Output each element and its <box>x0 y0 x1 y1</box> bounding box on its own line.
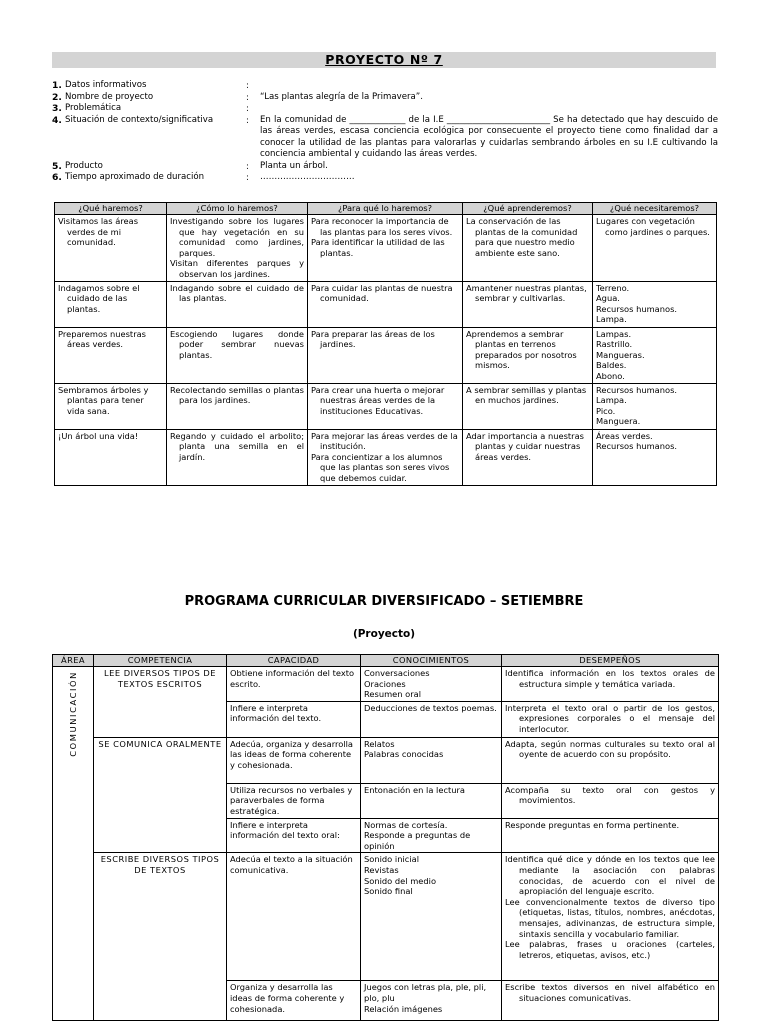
info-value: …………………………… <box>260 172 355 182</box>
bullet-item: Manguera. <box>596 416 641 427</box>
bullet-list <box>311 329 459 350</box>
bullet-item: Mangueras. <box>596 349 645 360</box>
info-value: En la comunidad de _____________ de la I.E ________________________ Se ha detectado que hay descuido de las áreas verdes, escasa conciencia ecológica por consecuente el proyecto tiene como finalidad dar a conocer la utilidad de las plantas para valorarlas y cuidarlas sembrando árboles en su I.E cultivando la conciencia ambiental y cuidando las áreas verdes. <box>260 114 718 159</box>
curriculum-header-cell: COMPETENCIA <box>94 655 227 667</box>
planning-cell <box>55 327 167 383</box>
bullet-item: Visitamos las áreas verdes de mi comunidad. <box>58 216 139 248</box>
planning-cell <box>593 281 717 327</box>
bullet-list <box>311 431 459 484</box>
curriculum-header-cell: ÁREA <box>53 655 94 667</box>
capacidad-cell: Organiza y desarrolla las ideas de forma coherente y cohesionada. <box>227 981 361 1021</box>
planning-row <box>55 281 717 327</box>
bullet-list <box>311 385 459 417</box>
desempeno-item: Responde preguntas en forma pertinente. <box>505 819 680 830</box>
program-subtitle: (Proyecto) <box>352 628 416 640</box>
bullet-item: Aprendemos a sembrar plantas en terrenos preparados por nosotros mismos. <box>466 328 577 371</box>
bullet-list <box>466 385 589 406</box>
bullet-item: Sembramos árboles y plantas para tener vida sana. <box>58 384 149 416</box>
conocimientos-cell <box>361 853 502 981</box>
info-colon: : <box>246 114 249 125</box>
conocimiento-item: Palabras conocidas <box>364 749 444 760</box>
bullet-list <box>596 431 713 452</box>
bullet-item: Baldes. <box>596 360 627 371</box>
bullet-item: Recursos humanos. <box>596 384 678 395</box>
desempeno-item: Identifica información en los textos orales de estructura simple y temática variada. <box>505 668 715 689</box>
planning-row <box>55 327 717 383</box>
info-number: 1. <box>52 80 62 91</box>
planning-header-cell: ¿Qué aprenderemos? <box>463 203 593 215</box>
conocimiento-item: Sonido inicial <box>364 854 420 865</box>
planning-cell <box>167 281 308 327</box>
planning-row <box>55 383 717 429</box>
desempenos-list <box>505 785 715 806</box>
capacidad-cell: Obtiene información del texto escrito. <box>227 667 361 702</box>
info-row <box>52 103 718 115</box>
bullet-list <box>466 216 589 258</box>
desempenos-cell <box>502 853 719 981</box>
bullet-item: Escogiendo lugares donde poder sembrar nuevas plantas. <box>170 328 304 360</box>
desempeno-item: Acompaña su texto oral con gestos y movimientos. <box>505 784 715 806</box>
curriculum-row <box>53 853 719 981</box>
bullet-item: Terreno. <box>596 282 630 293</box>
desempenos-list <box>505 703 715 735</box>
info-label: Nombre de proyecto <box>65 91 154 102</box>
bullet-item: Lampas. <box>596 328 632 339</box>
planning-row <box>55 429 717 485</box>
conocimiento-item: Revistas <box>364 864 399 875</box>
bullet-item: Recursos humanos. <box>596 303 678 314</box>
planning-cell <box>308 429 463 485</box>
bullet-list <box>596 283 713 325</box>
conocimientos-cell <box>361 737 502 783</box>
desempeno-item: Adapta, según normas culturales su texto oral al oyente de acuerdo con su propósito. <box>505 738 715 760</box>
bullet-list <box>466 431 589 463</box>
capacidad-cell: Utiliza recursos no verbales y paraverbales de forma estratégica. <box>227 783 361 818</box>
info-number: 4. <box>52 114 62 126</box>
capacidad-cell: Adecúa, organiza y desarrolla las ideas de forma coherente y cohesionada. <box>227 737 361 783</box>
desempenos-cell <box>502 981 719 1021</box>
bullet-item: Para cuidar las plantas de nuestra comunidad. <box>311 282 453 304</box>
conocimiento-item: Sonido del medio <box>364 875 437 886</box>
bullet-list <box>170 431 304 463</box>
planning-row <box>55 215 717 282</box>
conocimiento-item: Responde a preguntas de opinión <box>364 830 471 851</box>
conocimiento-item: Relación imágenes <box>364 1003 443 1014</box>
info-colon: : <box>246 91 249 102</box>
info-list <box>52 80 718 184</box>
conocimientos-cell <box>361 667 502 702</box>
bullet-item: Lugares con vegetación como jardines o parques. <box>596 216 710 237</box>
conocimiento-item: Relatos <box>364 738 395 749</box>
conocimiento-item: Oraciones <box>364 678 406 689</box>
curriculum-table <box>52 654 719 1021</box>
planning-cell <box>55 429 167 485</box>
curriculum-header-cell: DESEMPEÑOS <box>502 655 719 667</box>
bullet-list <box>170 216 304 280</box>
project-title: PROYECTO Nº 7 <box>325 52 443 67</box>
info-colon: : <box>246 103 249 113</box>
info-label: Problemática <box>65 103 122 113</box>
desempenos-cell <box>502 701 719 737</box>
capacidad-cell: Infiere e interpreta información del texto. <box>227 701 361 737</box>
bullet-item: ¡Un árbol una vida! <box>58 430 139 441</box>
info-row <box>52 80 718 92</box>
bullet-item: Para preparar las áreas de los jardines. <box>311 328 435 350</box>
conocimientos-cell <box>361 701 502 737</box>
bullet-item: Para reconocer la importancia de las plantas para los seres vivos. <box>311 216 453 237</box>
desempenos-list <box>505 854 715 960</box>
program-title: PROGRAMA CURRICULAR DIVERSIFICADO – SETIEMBRE <box>184 594 584 609</box>
desempenos-list <box>505 820 715 831</box>
bullet-item: Adar importancia a nuestras plantas y cuidar nuestras áreas verdes. <box>466 430 584 462</box>
desempenos-cell <box>502 737 719 783</box>
curriculum-row <box>53 737 719 783</box>
planning-cell <box>593 215 717 282</box>
bullet-list <box>58 216 163 248</box>
planning-header-cell: ¿Qué haremos? <box>55 203 167 215</box>
info-value: “Las plantas alegría de la Primavera”. <box>260 91 423 102</box>
info-row <box>52 115 718 161</box>
info-row <box>52 172 718 184</box>
bullet-list <box>170 283 304 304</box>
planning-cell <box>55 383 167 429</box>
bullet-list <box>311 216 459 258</box>
conocimiento-item: Juegos con letras pla, ple, pli, plo, plu <box>364 982 487 1003</box>
curriculum-header-cell: CONOCIMIENTOS <box>361 655 502 667</box>
competencia-cell: ESCRIBE DIVERSOS TIPOS DE TEXTOS <box>94 853 227 1021</box>
info-row <box>52 161 718 173</box>
planning-cell <box>308 383 463 429</box>
planning-cell <box>463 383 593 429</box>
info-number: 6. <box>52 172 62 183</box>
conocimiento-item: Entonación en la lectura <box>364 784 466 795</box>
area-cell <box>53 667 94 1021</box>
planning-cell <box>167 429 308 485</box>
planning-header-cell: ¿Para qué lo haremos? <box>308 203 463 215</box>
bullet-list <box>58 283 163 315</box>
area-label: COMUNICACIÓN <box>67 671 78 757</box>
planning-cell <box>593 383 717 429</box>
desempenos-list <box>505 739 715 760</box>
planning-header-cell: ¿Qué necesitaremos? <box>593 203 717 215</box>
planning-header-cell: ¿Cómo lo haremos? <box>167 203 308 215</box>
conocimiento-item: Sonido final <box>364 886 413 897</box>
planning-cell <box>167 327 308 383</box>
bullet-item: Áreas verdes. <box>596 430 653 441</box>
bullet-list <box>58 329 163 350</box>
desempenos-cell <box>502 667 719 702</box>
info-colon: : <box>246 172 249 182</box>
conocimientos-cell <box>361 783 502 818</box>
bullet-list <box>58 385 163 417</box>
bullet-list <box>170 329 304 361</box>
planning-cell <box>463 215 593 282</box>
bullet-item: Amantener nuestras plantas, sembrar y cultivarlas. <box>466 282 587 304</box>
planning-cell <box>593 327 717 383</box>
bullet-list <box>170 385 304 406</box>
desempeno-item: Interpreta el texto oral o partir de los gestos, expresiones corporales o el mensaje del interlocutor. <box>505 702 715 734</box>
capacidad-cell: Infiere e interpreta información del texto oral: <box>227 818 361 853</box>
planning-cell <box>55 281 167 327</box>
planning-cell <box>167 383 308 429</box>
bullet-list <box>596 216 713 237</box>
bullet-item: Agua. <box>596 293 620 304</box>
bullet-item: Para mejorar las áreas verdes de la institución. <box>311 430 458 452</box>
info-number: 3. <box>52 103 62 114</box>
curriculum-header-cell: CAPACIDAD <box>227 655 361 667</box>
project-title-bar <box>52 52 716 68</box>
conocimiento-item: Conversaciones <box>364 668 430 678</box>
bullet-item: Pico. <box>596 405 616 416</box>
bullet-list <box>596 329 713 382</box>
info-label: Producto <box>65 160 103 171</box>
desempeno-item: Lee palabras, frases u oraciones (carteles, letreros, etiquetas, avisos, etc.) <box>505 939 715 960</box>
info-row <box>52 92 718 104</box>
competencia-cell: SE COMUNICA ORALMENTE <box>94 737 227 853</box>
planning-table <box>54 202 717 486</box>
bullet-list <box>466 283 589 304</box>
competencia-cell: LEE DIVERSOS TIPOS DE TEXTOS ESCRITOS <box>94 667 227 738</box>
planning-cell <box>308 215 463 282</box>
conocimiento-item: Resumen oral <box>364 689 422 700</box>
bullet-item: Recolectando semillas o plantas para los jardines. <box>170 384 304 406</box>
bullet-item: Para crear una huerta o mejorar nuestras áreas verdes de la instituciones Educativas. <box>311 384 445 416</box>
desempenos-cell <box>502 818 719 853</box>
bullet-item: Visitan diferentes parques y observan los jardines. <box>170 258 304 279</box>
bullet-item: Preparemos nuestras áreas verdes. <box>58 328 147 350</box>
planning-cell <box>308 281 463 327</box>
curriculum-header-row <box>53 655 719 667</box>
info-label: Tiempo aproximado de duración <box>65 172 205 182</box>
planning-cell <box>55 215 167 282</box>
bullet-item: A sembrar semillas y plantas en muchos jardines. <box>466 384 587 406</box>
bullet-item: Recursos humanos. <box>596 441 678 452</box>
capacidad-cell: Adecúa el texto a la situación comunicativa. <box>227 853 361 981</box>
desempenos-list <box>505 668 715 689</box>
planning-cell <box>463 327 593 383</box>
desempeno-item: Identifica qué dice y dónde en los textos que lee mediante la asociación con palabras conocidas, de acuerdo con el nivel de apropiación del lenguaje escrito. <box>505 854 715 897</box>
info-label: Situación de contexto/significativa <box>65 114 214 125</box>
bullet-item: La conservación de las plantas de la comunidad para que nuestro medio ambiente este sano. <box>466 216 578 258</box>
bullet-item: Para concientizar a los alumnos que las plantas son seres vivos que debemos cuidar. <box>311 451 450 483</box>
bullet-list <box>311 283 459 304</box>
desempeno-item: Escribe textos diversos en nivel alfabético en situaciones comunicativas. <box>505 982 715 1003</box>
conocimiento-item: Normas de cortesía. <box>364 819 448 830</box>
conocimiento-item: Deducciones de textos poemas. <box>364 702 497 713</box>
bullet-item: Investigando sobre los lugares que hay vegetación en su comunidad como jardines, parques. <box>170 216 304 258</box>
curriculum-row <box>53 667 719 702</box>
planning-cell <box>593 429 717 485</box>
info-number: 2. <box>52 91 62 103</box>
bullet-item: Rastrillo. <box>596 339 633 350</box>
desempenos-list <box>505 982 715 1003</box>
conocimientos-cell <box>361 818 502 853</box>
info-colon: : <box>246 160 249 171</box>
bullet-list <box>58 431 163 442</box>
planning-header-row <box>55 203 717 215</box>
planning-cell <box>463 429 593 485</box>
bullet-list <box>466 329 589 371</box>
planning-cell <box>463 281 593 327</box>
planning-cell <box>308 327 463 383</box>
desempenos-cell <box>502 783 719 818</box>
info-colon: : <box>246 80 249 90</box>
bullet-item: Para identificar la utilidad de las plantas. <box>311 237 445 258</box>
conocimientos-cell <box>361 981 502 1021</box>
info-number: 5. <box>52 160 62 172</box>
info-value: Planta un árbol. <box>260 160 328 171</box>
bullet-item: Lampa. <box>596 395 627 406</box>
bullet-item: Abono. <box>596 370 625 381</box>
bullet-list <box>596 385 713 427</box>
bullet-item: Indagamos sobre el cuidado de las plantas. <box>58 282 140 314</box>
bullet-item: Indagando sobre el cuidado de las plantas. <box>170 282 304 304</box>
planning-cell <box>167 215 308 282</box>
info-label: Datos informativos <box>65 80 147 90</box>
desempeno-item: Lee convencionalmente textos de diverso tipo (etiquetas, listas, títulos, nombres, anécdotas, mensajes, adivinanzas, de estructura simple, sintaxis sencilla y vocabulario familiar. <box>505 896 715 939</box>
bullet-item: Lampa. <box>596 314 627 325</box>
bullet-item: Regando y cuidado el arbolito; planta una semilla en el jardín. <box>170 430 304 462</box>
